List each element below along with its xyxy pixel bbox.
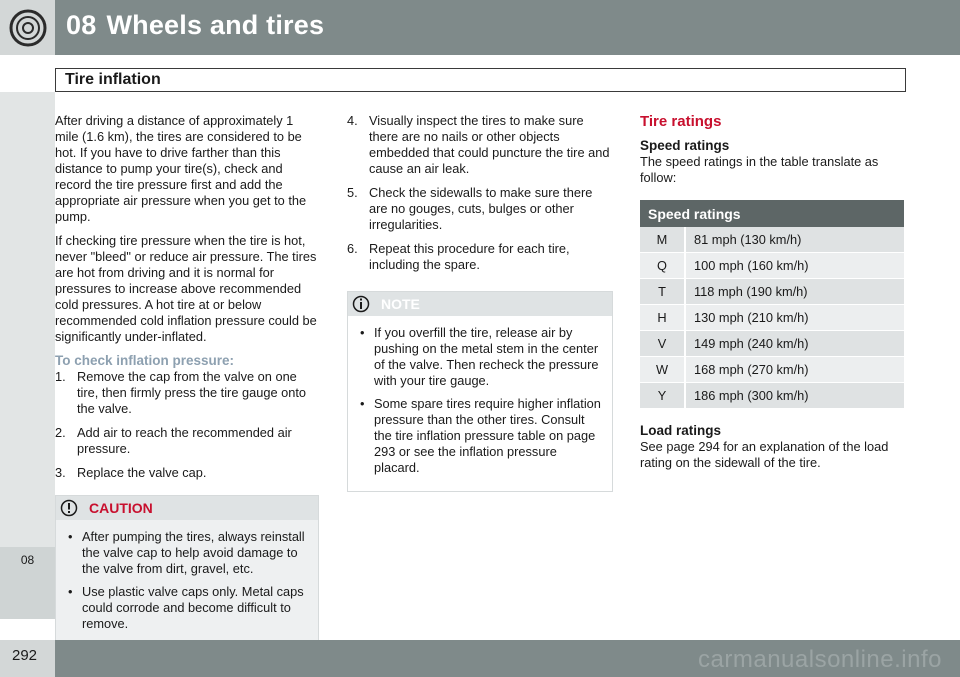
caution-box xyxy=(55,495,319,648)
caution-list xyxy=(66,529,308,632)
section-title-bar xyxy=(55,68,906,92)
steps-list-2 xyxy=(347,113,613,273)
step-number: 1. xyxy=(55,369,66,384)
rating-speed: 168 mph (270 km/h) xyxy=(686,357,904,383)
load-ratings-heading: Load ratings xyxy=(640,423,722,438)
chapter-title xyxy=(66,10,324,41)
info-icon xyxy=(352,295,370,313)
caution-text: After pumping the tires, always reinstall the valve cap to help avoid damage to the valve from dirt, gravel, etc. xyxy=(82,529,305,576)
rating-code: H xyxy=(640,305,686,331)
note-label: NOTE xyxy=(381,296,420,312)
caution-icon xyxy=(60,499,78,517)
speed-ratings-intro: The speed ratings in the table translate as follow: xyxy=(640,154,879,185)
table-row xyxy=(640,253,904,279)
tire-icon xyxy=(8,8,48,48)
rating-speed: 186 mph (300 km/h) xyxy=(686,383,904,409)
paragraph-hot-tires: After driving a distance of approximately 1 mile (1.6 km), the tires are considered to be hot. If you have to drive farther than this distance to pump your tire(s), check and record the tire pressure first and add the appropriate air pressure when you get to the pump. xyxy=(55,113,307,224)
rating-code: M xyxy=(640,227,686,253)
column-3 xyxy=(640,113,904,471)
step-number: 2. xyxy=(55,425,66,440)
watermark: carmanualsonline.info xyxy=(698,646,942,673)
step-text: Replace the valve cap. xyxy=(77,465,207,480)
step-number: 6. xyxy=(347,241,358,256)
note-text: Some spare tires require higher inflation pressure than the other tires. Consult the tire inflation pressure table on page 293 or see the inflation pressure placard. xyxy=(374,396,601,475)
steps-list-1 xyxy=(55,369,319,481)
rating-code: Y xyxy=(640,383,686,409)
table-row xyxy=(640,331,904,357)
step-number: 3. xyxy=(55,465,66,480)
table-row xyxy=(640,227,904,253)
step-text: Repeat this procedure for each tire, including the spare. xyxy=(369,241,570,272)
side-tab-label: 08 xyxy=(20,553,35,567)
note-list xyxy=(358,325,602,476)
list-item xyxy=(347,185,613,233)
column-1 xyxy=(55,113,319,648)
paragraph-bleed-warning: If checking tire pressure when the tire is hot, never "bleed" or reduce air pressure. The tires are hot from driving and it is normal for pressures to increase above recommended cold pressures. A hot tire at or below recommended cold inflation pressure could be significantly under-inflated. xyxy=(55,233,317,344)
list-item xyxy=(55,465,319,481)
table-row xyxy=(640,305,904,331)
list-item xyxy=(55,369,319,417)
note-text: If you overfill the tire, release air by pushing on the metal stem in the center of the valve. Then recheck the pressure with your tire gauge. xyxy=(374,325,599,388)
rating-code: W xyxy=(640,357,686,383)
list-item xyxy=(347,241,613,273)
rating-speed: 118 mph (190 km/h) xyxy=(686,279,904,305)
chapter-number: 08 xyxy=(66,10,97,40)
rating-code: T xyxy=(640,279,686,305)
rating-speed: 149 mph (240 km/h) xyxy=(686,331,904,357)
caution-text: Use plastic valve caps only. Metal caps could corrode and become difficult to remove. xyxy=(82,584,304,631)
page-number: 292 xyxy=(12,647,38,664)
chapter-name: Wheels and tires xyxy=(106,10,325,40)
load-ratings-text: See page 294 for an explanation of the load rating on the sidewall of the tire. xyxy=(640,439,889,470)
caution-header xyxy=(56,496,318,520)
list-item: • After pumping the tires, always reinstall the valve cap to help avoid damage to the valve from dirt, gravel, etc. xyxy=(68,529,305,576)
step-number: 5. xyxy=(347,185,358,200)
caution-label: CAUTION xyxy=(89,500,153,516)
table-row xyxy=(640,279,904,305)
list-item: • If you overfill the tire, release air by pushing on the metal stem in the center of the valve. Then recheck the pressure with your tire gauge. xyxy=(360,325,599,388)
table-row xyxy=(640,383,904,409)
chapter-icon-box xyxy=(0,0,55,55)
tire-ratings-title: Tire ratings xyxy=(640,113,722,130)
list-item: • Some spare tires require higher inflation pressure than the other tires. Consult the tire inflation pressure table on page 293 or see the inflation pressure placard. xyxy=(360,396,601,475)
note-header xyxy=(348,292,612,316)
subheading-check-pressure: To check inflation pressure: xyxy=(55,353,235,368)
step-text: Visually inspect the tires to make sure there are no nails or other objects embedded that could puncture the tire and cause an air leak. xyxy=(369,113,610,176)
rating-speed: 130 mph (210 km/h) xyxy=(686,305,904,331)
step-text: Add air to reach the recommended air pressure. xyxy=(77,425,292,456)
rating-speed: 100 mph (160 km/h) xyxy=(686,253,904,279)
rating-code: Q xyxy=(640,253,686,279)
note-box xyxy=(347,291,613,492)
list-item: • Use plastic valve caps only. Metal caps could corrode and become difficult to remove. xyxy=(68,584,304,631)
table-header: Speed ratings xyxy=(640,200,904,227)
step-text: Remove the cap from the valve on one tire, then firmly press the tire gauge onto the valve. xyxy=(77,369,307,416)
speed-ratings-table xyxy=(640,200,904,409)
column-2 xyxy=(347,113,613,492)
section-title: Tire inflation xyxy=(65,71,161,88)
side-tab xyxy=(0,92,55,619)
step-number: 4. xyxy=(347,113,358,128)
speed-ratings-heading: Speed ratings xyxy=(640,138,730,153)
list-item xyxy=(55,425,319,457)
step-text: Check the sidewalls to make sure there are no gouges, cuts, bulges or other irregularities. xyxy=(369,185,593,232)
list-item xyxy=(347,113,613,177)
table-row xyxy=(640,357,904,383)
rating-speed: 81 mph (130 km/h) xyxy=(686,227,904,253)
rating-code: V xyxy=(640,331,686,357)
